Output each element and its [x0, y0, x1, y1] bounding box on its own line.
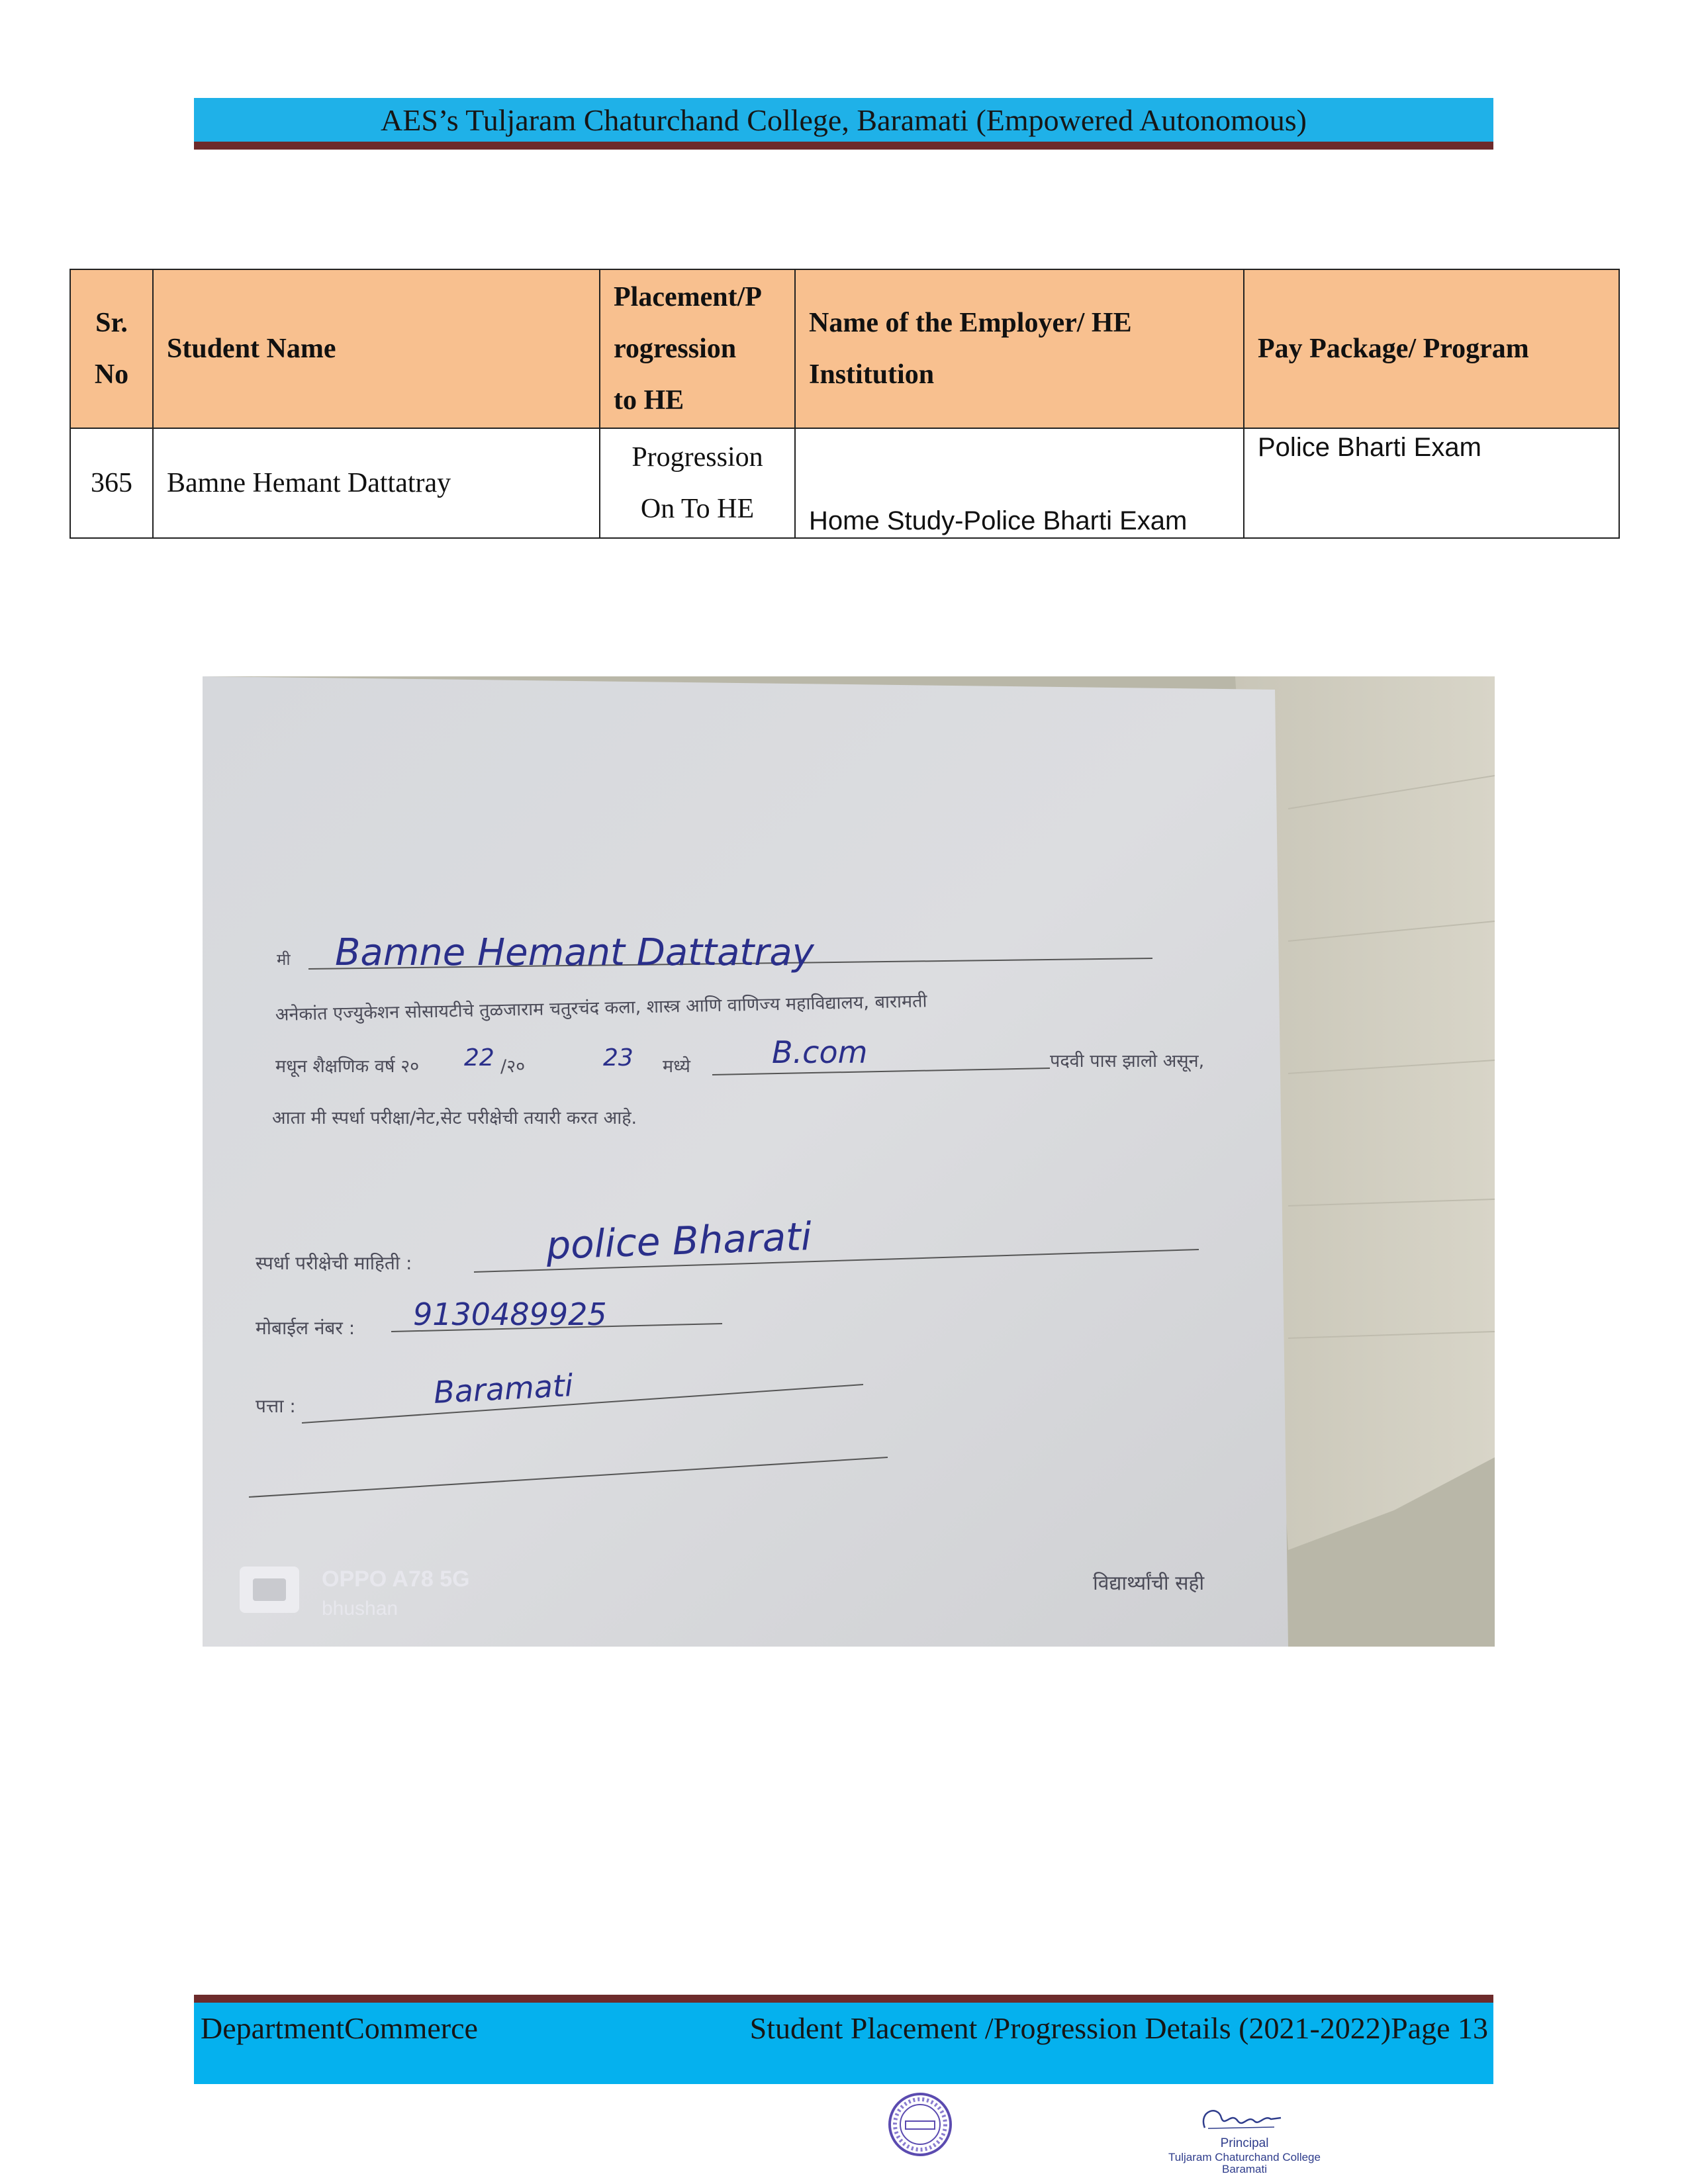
- header-title: AES’s Tuljaram Chaturchand College, Baramati (Empowered Autonomous): [381, 103, 1307, 137]
- form-line2-suffix: पदवी पास झालो असून,: [1050, 1051, 1205, 1071]
- principal-signature-stamp: [1158, 2098, 1331, 2177]
- form-line2-madhye: मध्ये: [663, 1056, 690, 1077]
- watermark-device: OPPO A78 5G: [322, 1567, 470, 1592]
- page-footer: [194, 2003, 1493, 2084]
- footer-rule: [194, 1995, 1493, 2003]
- form-degree: B.com: [772, 1034, 868, 1070]
- cell-student-name: Bamne Hemant Dattatray: [153, 428, 600, 538]
- cell-placement-line1: Progression: [632, 442, 763, 473]
- form-address-label: पत्ता :: [256, 1395, 296, 1417]
- form-exam-label: स्पर्धा परीक्षेची माहिती :: [256, 1252, 412, 1274]
- form-name-prefix: मी: [277, 950, 291, 969]
- form-year-to: 23: [603, 1044, 633, 1071]
- header-sr-line2: No: [94, 359, 129, 390]
- signature-scribble: [1158, 2098, 1331, 2138]
- form-year-from: 22: [464, 1044, 494, 1071]
- paper-sheet: [203, 676, 1288, 1647]
- header-placement-line2: rogression: [614, 334, 737, 364]
- form-photo-drawing: [203, 676, 1495, 1647]
- header-employer-line1: Name of the Employer/ HE: [809, 308, 1132, 338]
- header-sr-no: [70, 269, 153, 428]
- header-placement-line3: to HE: [614, 385, 684, 416]
- footer-details: Student Placement /Progression Details (2021-2022)Page 13: [749, 2011, 1488, 2045]
- signature-title: Principal: [1220, 2136, 1269, 2150]
- footer-department: DepartmentCommerce: [201, 2011, 478, 2045]
- header-employer: [795, 269, 1244, 428]
- form-line2-mid: /२०: [500, 1056, 526, 1077]
- page-header: [194, 98, 1493, 142]
- form-exam-value: police Bharati: [545, 1214, 813, 1268]
- signature-city: Baramati: [1221, 2163, 1268, 2175]
- form-line3: आता मी स्पर्धा परीक्षा/नेट,सेट परीक्षेची तयारी करत आहे.: [272, 1108, 637, 1128]
- form-mobile-value: 9130489925: [413, 1297, 607, 1332]
- header-placement: [600, 269, 795, 428]
- form-name-value: Bamne Hemant Dattatray: [335, 931, 814, 974]
- cell-sr-no: 365: [70, 428, 153, 538]
- form-photo: [203, 676, 1495, 1647]
- form-address-value: Baramati: [432, 1367, 574, 1410]
- college-seal-stamp: [887, 2091, 953, 2158]
- form-mobile-label: मोबाईल नंबर :: [256, 1317, 355, 1339]
- cell-pay-package: Police Bharti Exam: [1244, 428, 1619, 538]
- header-employer-line2: Institution: [809, 359, 935, 390]
- form-line2-prefix: मधून शैक्षणिक वर्ष २०: [275, 1056, 420, 1077]
- cell-placement-line2: On To HE: [640, 494, 755, 524]
- form-signature-label: विद्यार्थ्यांची सही: [1093, 1572, 1205, 1595]
- signature-college: Tuljaram Chaturchand College: [1168, 2151, 1321, 2163]
- form-line1: अनेकांत एज्युकेशन सोसायटीचे तुळजाराम चतुरचंद कला, शास्त्र आणि वाणिज्य महाविद्यालय, बारामती: [275, 991, 927, 1025]
- watermark-user: bhushan: [322, 1598, 399, 1619]
- header-rule: [194, 142, 1493, 150]
- cell-employer: Home Study-Police Bharti Exam: [795, 428, 1244, 538]
- header-student-name: Student Name: [153, 269, 600, 428]
- table-row: [70, 428, 1619, 538]
- placement-table: [70, 269, 1620, 539]
- cell-placement: [600, 428, 795, 538]
- header-pay-package: Pay Package/ Program: [1244, 269, 1619, 428]
- table-header-row: [70, 269, 1619, 428]
- header-placement-line1: Placement/P: [614, 282, 762, 312]
- header-sr-line1: Sr.: [95, 308, 128, 338]
